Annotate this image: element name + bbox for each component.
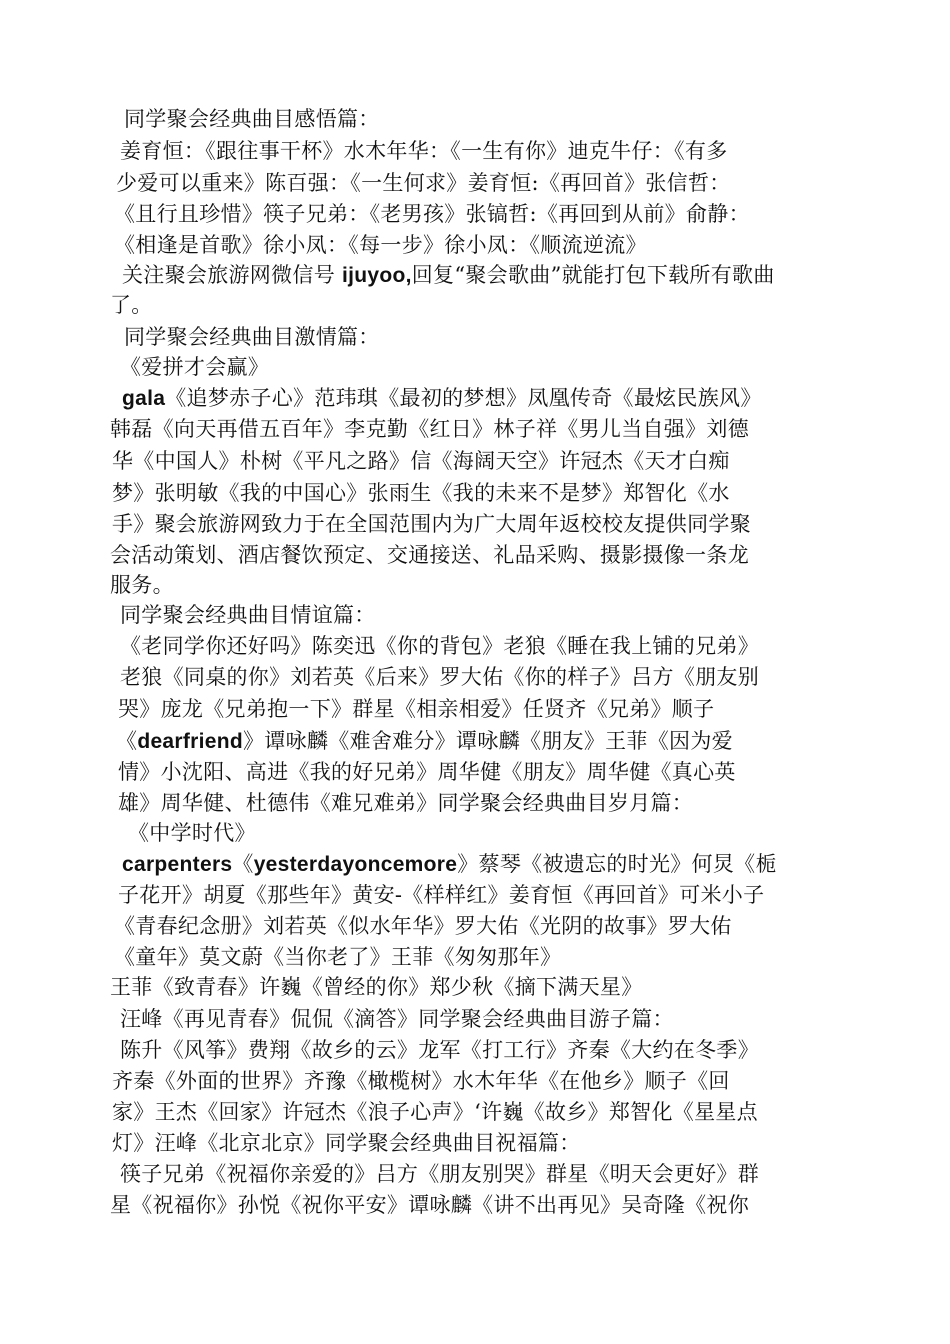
text-line: 了。 [110, 293, 153, 317]
text-line: 齐秦《外面的世界》齐豫《橄榄树》水木年华《在他乡》顺子《回 [112, 1069, 730, 1093]
text-line: 哭》庞龙《兄弟抱一下》群星《相亲相爱》任贤齐《兄弟》顺子 [118, 697, 715, 721]
text-line: 服务。 [110, 573, 174, 597]
text-line: 韩磊《向天再借五百年》李克勤《红日》林子祥《男儿当自强》刘德 [110, 417, 749, 441]
text-line: 同学聚会经典曲目感悟篇： [124, 107, 380, 131]
text-line: 《爱拼才会赢》 [120, 355, 270, 379]
latin-run: carpenters [122, 853, 233, 876]
latin-run: gala [122, 387, 166, 410]
text-line: 老狼《同桌的你》刘若英《后来》罗大佑《你的样子》吕方《朋友别 [120, 665, 759, 689]
text-line: 《青春纪念册》刘若英《似水年华》罗大佑《光阴的故事》罗大佑 [114, 914, 732, 938]
text-line: 《且行且珍惜》筷子兄弟：《老男孩》张镐哲:《再回到从前》俞静： [114, 202, 750, 226]
text-line: 梦》张明敏《我的中国心》张雨生《我的未来不是梦》郑智化《水 [112, 481, 730, 505]
latin-run: dearfriend [137, 730, 244, 753]
text-line: 《童年》莫文蔚《当你老了》王菲《匆匆那年》 [114, 945, 562, 969]
text-line: 《老同学你还好吗》陈奕迅《你的背包》老狼《睡在我上铺的兄弟》 [120, 634, 759, 658]
text-line: 同学聚会经典曲目情谊篇： [120, 603, 376, 627]
text-line: 子花开》胡夏《那些年》黄安-《样样红》姜育恒《再回首》可米小子 [118, 883, 765, 907]
text-line: 手》聚会旅游网致力于在全国范围内为广大周年返校校友提供同学聚 [112, 512, 751, 536]
text-line: 《相逢是首歌》徐小凤：《每一步》徐小凤：《顺流逆流》 [114, 233, 647, 257]
text-line: 筷子兄弟《祝福你亲爱的》吕方《朋友别哭》群星《明天会更好》群 [120, 1162, 759, 1186]
text-line: 少爱可以重来》陈百强：《一生何求》姜育恒:《再回首》张信哲： [116, 171, 731, 195]
text-line: 关注聚会旅游网微信号 ijuyoo,回复“聚会歌曲”就能打包下载所有歌曲 [122, 263, 775, 287]
text-line: 情》小沈阳、高进《我的好兄弟》周华健《朋友》周华健《真心英 [118, 760, 736, 784]
text-line: carpenters《yesterdayoncemore》蔡琴《被遗忘的时光》何炅《栀 [122, 852, 777, 876]
text-line: 《dearfriend》谭咏麟《难舍难分》谭咏麟《朋友》王菲《因为爱 [116, 729, 733, 753]
text-line: 雄》周华健、杜德伟《难兄难弟》同学聚会经典曲目岁月篇： [118, 791, 694, 815]
text-line: 灯》汪峰《北京北京》同学聚会经典曲目祝福篇： [112, 1131, 581, 1155]
text-line: 王菲《致青春》许巍《曾经的你》郑少秋《摘下满天星》 [110, 975, 643, 999]
text-line: 陈升《风筝》费翔《故乡的云》龙军《打工行》齐秦《大约在冬季》 [120, 1038, 759, 1062]
text-line: 姜育恒：《跟往事干杯》水木年华：《一生有你》迪克牛仔：《有多 [120, 139, 728, 163]
latin-run: yesterdayoncemore [253, 853, 458, 876]
text-line: gala《追梦赤子心》范玮琪《最初的梦想》凤凰传奇《最炫民族风》 [122, 386, 762, 410]
text-line: 华《中国人》朴树《平凡之路》信《海阔天空》许冠杰《天才白痴 [112, 449, 730, 473]
text-line: 星《祝福你》孙悦《祝你平安》谭咏麟《讲不出再见》吴奇隆《祝你 [110, 1193, 749, 1217]
text-line: 《中学时代》 [128, 821, 256, 845]
text-line: 汪峰《再见青春》侃侃《滴答》同学聚会经典曲目游子篇： [120, 1007, 674, 1031]
text-line: 同学聚会经典曲目激情篇： [124, 325, 380, 349]
text-line: 家》王杰《回家》许冠杰《浪子心声》‘许巍《故乡》郑智化《星星点 [112, 1100, 758, 1124]
text-line: 会活动策划、酒店餐饮预定、交通接送、礼品采购、摄影摄像一条龙 [110, 543, 749, 567]
latin-run: ijuyoo, [341, 264, 412, 287]
